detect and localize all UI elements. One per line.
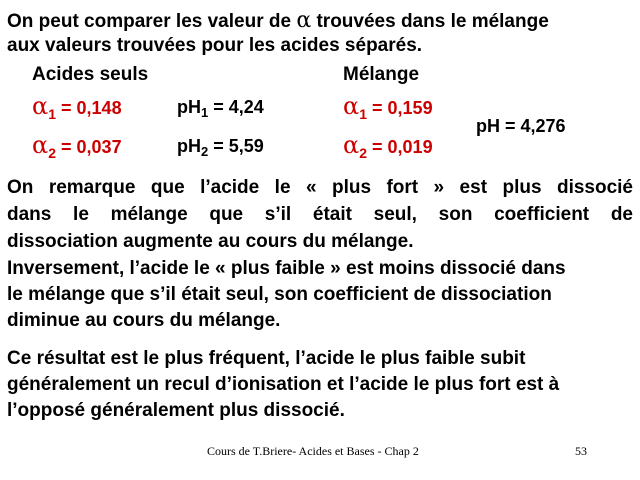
page-number: 53	[575, 444, 587, 458]
para-2-line-3: diminue au cours du mélange.	[7, 310, 281, 331]
footer-course: Cours de T.Briere- Acides et Bases - Chap 2	[207, 444, 419, 458]
alpha-1-seul	[32, 92, 122, 122]
alpha-2-melange	[343, 131, 433, 161]
para-3-line-1: Ce résultat est le plus fréquent, l’acide le plus faible subit	[7, 348, 526, 369]
alpha-symbol: α	[296, 8, 312, 33]
ph-2-seul-value: = 5,59	[208, 136, 264, 156]
ph-1-seul	[177, 97, 264, 120]
ph-1-prefix: pH	[177, 97, 201, 117]
ph-1-sub: 1	[201, 105, 209, 120]
alpha-1-melange-sub: 1	[359, 106, 368, 122]
intro-line-1	[7, 8, 549, 33]
para-1-line-3: dissociation augmente au cours du mélange.	[7, 231, 414, 252]
para-3-line-2: généralement un recul d’ionisation et l’acide le plus fort est à	[7, 374, 560, 395]
para-2-line-1: Inversement, l’acide le « plus faible » est moins dissocié dans	[7, 258, 566, 279]
alpha-1-symbol: α	[32, 92, 49, 120]
para-1-line-1: On remarque que l’acide le « plus fort » est plus dissocié	[7, 177, 633, 198]
intro-line-1-start: On peut comparer les valeur de	[7, 11, 292, 32]
alpha-2-melange-sub: 2	[359, 145, 368, 161]
alpha-2-seul	[32, 131, 122, 161]
ph-melange: pH = 4,276	[476, 116, 566, 136]
alpha-2-seul-value: = 0,037	[56, 137, 122, 157]
alpha-1-sub: 1	[48, 106, 57, 122]
ph-1-seul-value: = 4,24	[208, 97, 264, 117]
alpha-2-sub: 2	[48, 145, 57, 161]
intro-line-2: aux valeurs trouvées pour les acides séparés.	[7, 35, 423, 56]
alpha-1-melange	[343, 92, 433, 122]
header-melange: Mélange	[343, 64, 420, 85]
alpha-2-melange-symbol: α	[343, 131, 360, 159]
alpha-1-seul-value: = 0,148	[56, 98, 122, 118]
ph-2-prefix: pH	[177, 136, 201, 156]
alpha-1-melange-symbol: α	[343, 92, 360, 120]
header-acides-seuls: Acides seuls	[32, 64, 149, 85]
para-3-line-3: l’opposé généralement plus dissocié.	[7, 400, 345, 421]
ph-2-sub: 2	[201, 144, 209, 159]
para-1-line-2: dans le mélange que s’il était seul, son coefficient de	[7, 204, 633, 225]
alpha-1-melange-value: = 0,159	[367, 98, 433, 118]
alpha-2-symbol: α	[32, 131, 49, 159]
para-2-line-2: le mélange que s’il était seul, son coefficient de dissociation	[7, 284, 552, 305]
ph-2-seul	[177, 136, 264, 159]
alpha-2-melange-value: = 0,019	[367, 137, 433, 157]
intro-line-1-end: trouvées dans le mélange	[316, 11, 549, 32]
